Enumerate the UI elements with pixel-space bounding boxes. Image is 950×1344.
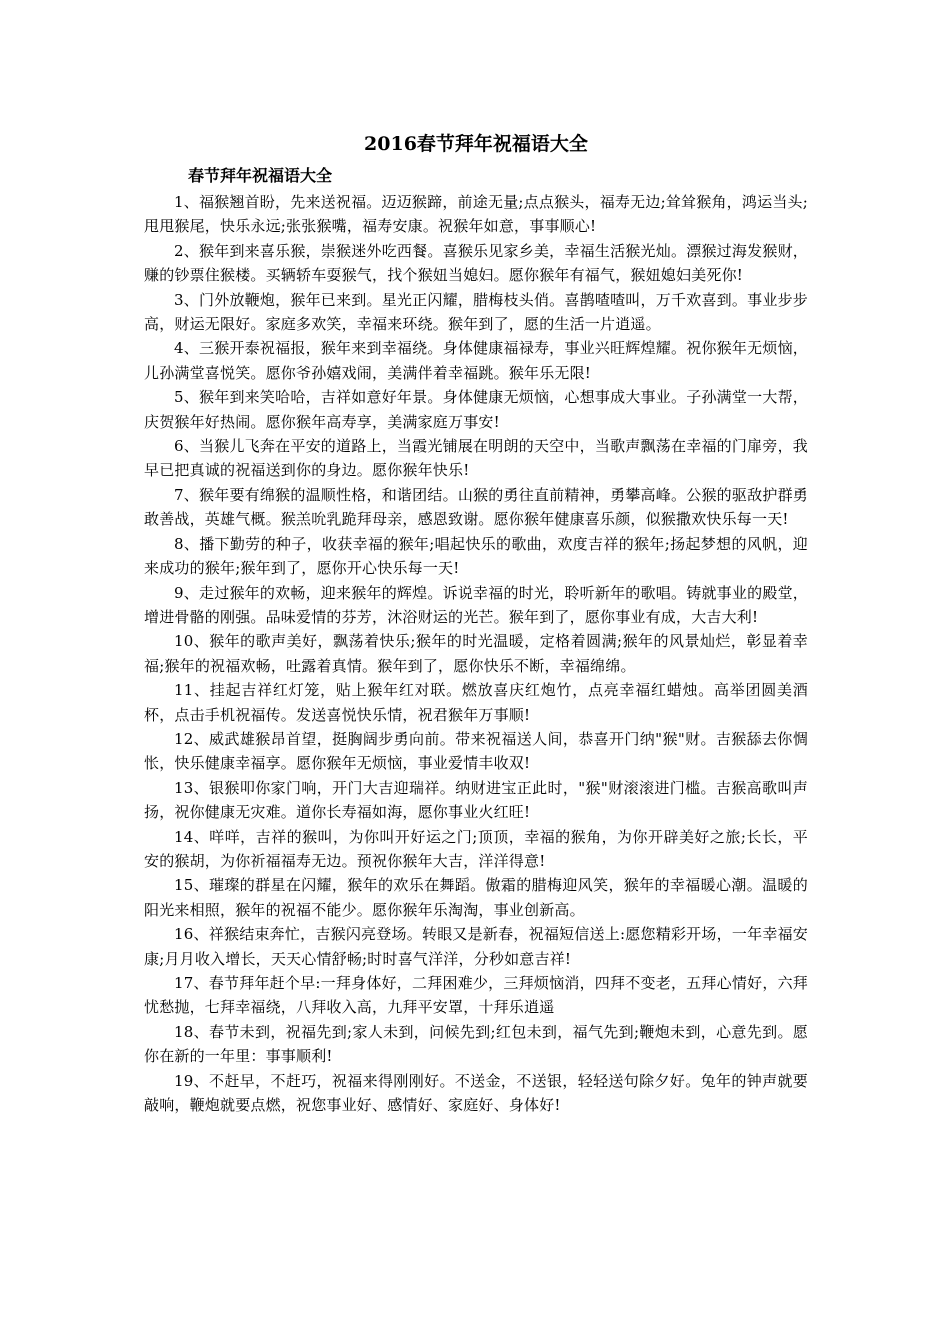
paragraph: 2、猴年到来喜乐猴，崇猴迷外吃西餐。喜猴乐见家乡美，幸福生活猴光灿。漂猴过海发猴财，赚的钞票住猴楼。买辆轿车耍猴气，找个猴妞当媳妇。愿你猴年有福气，猴妞媳妇美死你! [144,241,808,285]
paragraph: 17、春节拜年赶个早:一拜身体好，二拜困难少，三拜烦恼消，四拜不变老，五拜心情好，六拜忧愁抛，七拜幸福绕，八拜收入高，九拜平安罩，十拜乐逍遥 [144,974,808,1017]
paragraph: 19、不赶早，不赶巧，祝福来得刚刚好。不送金，不送银，轻轻送句除夕好。兔年的钟声就要敲响，鞭炮就要点燃，祝您事业好、感情好、家庭好、身体好! [144,1071,808,1115]
paragraph: 7、猴年要有绵猴的温顺性格，和谐团结。山猴的勇往直前精神，勇攀高峰。公猴的驱敌护群勇敢善战，英雄气概。猴羔吮乳跪拜母亲，感恩致谢。愿你猴年健康喜乐颜，似猴撒欢快乐每一天! [144,485,808,529]
paragraph: 1、福猴翘首盼，先来送祝福。迈迈猴蹄，前途无量;点点猴头，福寿无边;耸耸猴角，鸿运当头;甩甩猴尾，快乐永远;张张猴嘴，福寿安康。祝猴年如意，事事顺心! [144,193,808,236]
paragraph: 9、走过猴年的欢畅，迎来猴年的辉煌。诉说幸福的时光，聆听新年的歌唱。铸就事业的殿堂，增进骨骼的刚强。品味爱情的芬芳，沐浴财运的光芒。猴年到了，愿你事业有成，大吉大利! [144,583,808,626]
paragraph: 13、银猴叩你家门响，开门大吉迎瑞祥。纳财进宝正此时，"猴"财滚滚进门槛。吉猴高歌叫声扬，祝你健康无灾难。道你长寿福如海，愿你事业火红旺! [144,778,808,822]
paragraph: 11、挂起吉祥红灯笼，贴上猴年红对联。燃放喜庆红炮竹，点亮幸福红蜡烛。高举团圆美酒杯，点击手机祝福传。发送喜悦快乐情，祝君猴年万事顺! [144,681,808,724]
document-subtitle: 春节拜年祝福语大全 [188,166,333,185]
paragraph: 16、祥猴结束奔忙，吉猴闪亮登场。转眼又是新春，祝福短信送上:愿您精彩开场，一年幸福安康;月月收入增长，天天心情舒畅;时时喜气洋洋，分秒如意吉祥! [144,925,808,968]
paragraph-list [144,190,808,1117]
paragraph: 18、春节未到，祝福先到;家人未到，问候先到;红包未到，福气先到;鞭炮未到，心意先到。愿你在新的一年里：事事顺利! [144,1022,808,1066]
paragraph: 5、猴年到来笑哈哈，吉祥如意好年景。身体健康无烦恼，心想事成大事业。子孙满堂一大帮，庆贺猴年好热闹。愿你猴年高寿享，美满家庭万事安! [144,388,808,431]
paragraph: 4、三猴开泰祝福报，猴年来到幸福绕。身体健康福禄寿，事业兴旺辉煌耀。祝你猴年无烦恼，儿孙满堂喜悦笑。愿你爷孙嬉戏闹，美满伴着幸福跳。猴年乐无限! [144,339,808,382]
document-page [144,126,808,1117]
paragraph: 10、猴年的歌声美好，飘荡着快乐;猴年的时光温暖，定格着圆满;猴年的风景灿烂，彰显着幸福;猴年的祝福欢畅，吐露着真情。猴年到了，愿你快乐不断，幸福绵绵。 [144,632,808,675]
document-title: 2016春节拜年祝福语大全 [364,133,588,155]
paragraph: 3、门外放鞭炮，猴年已来到。星光正闪耀，腊梅枝头俏。喜鹊喳喳叫，万千欢喜到。事业步步高，财运无限好。家庭多欢笑，幸福来环绕。猴年到了，愿的生活一片逍遥。 [144,290,808,334]
paragraph: 12、威武雄猴昂首望，挺胸阔步勇向前。带来祝福送人间，恭喜开门纳"猴"财。吉猴舔去你惆怅，快乐健康幸福享。愿你猴年无烦恼，事业爱情丰收双! [144,729,808,773]
paragraph: 6、当猴儿飞奔在平安的道路上，当霞光铺展在明朗的天空中，当歌声飘荡在幸福的门扉旁，我早已把真诚的祝福送到你的身边。愿你猴年快乐! [144,437,808,480]
paragraph: 14、咩咩，吉祥的猴叫，为你叫开好运之门;顶顶，幸福的猴角，为你开辟美好之旅;长长，平安的猴胡，为你祈福福寿无边。预祝你猴年大吉，洋洋得意! [144,827,808,870]
paragraph: 15、璀璨的群星在闪耀，猴年的欢乐在舞蹈。傲霜的腊梅迎风笑，猴年的幸福暖心潮。温暖的阳光来相照，猴年的祝福不能少。愿你猴年乐淘淘，事业创新高。 [144,876,808,919]
paragraph: 8、播下勤劳的种子，收获幸福的猴年;唱起快乐的歌曲，欢度吉祥的猴年;扬起梦想的风帆，迎来成功的猴年;猴年到了，愿你开心快乐每一天! [144,534,808,578]
